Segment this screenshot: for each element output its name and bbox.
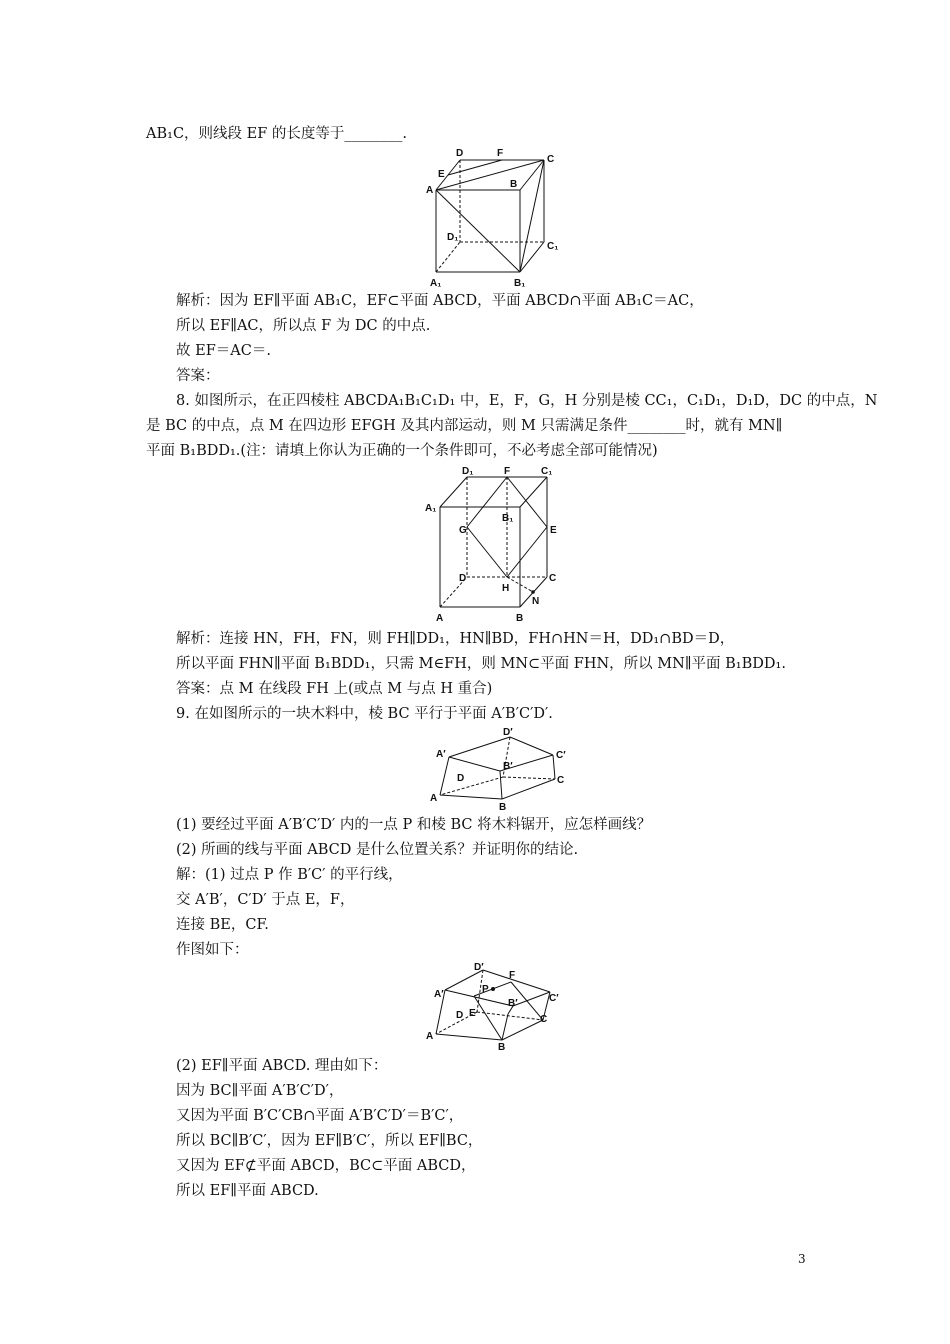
- label-A: A: [426, 185, 434, 196]
- label-A: A: [436, 613, 444, 624]
- text-line: 解：(1) 过点 P 作 B′C′ 的平行线，: [176, 867, 403, 883]
- text-line: (2) 所画的线与平面 ABCD 是什么位置关系？并证明你的结论.: [176, 842, 579, 858]
- label-C-prime: C′: [556, 750, 566, 761]
- text-line: 所以 EF∥AC，所以点 F 为 DC 的中点.: [176, 318, 431, 334]
- prism-figure: [420, 463, 565, 628]
- label-C1: C₁: [541, 466, 553, 477]
- text-line: 解析：连接 HN，FH，FN，则 FH∥DD₁，HN∥BD，FH∩HN＝H，DD₁∩BD＝D，: [176, 631, 735, 647]
- label-A-prime: A′: [434, 989, 444, 1000]
- text-line: 故 EF＝AC＝.: [176, 343, 271, 359]
- label-B: B: [510, 179, 518, 190]
- label-C-prime: C′: [549, 993, 559, 1004]
- text-line: 所以 EF∥平面 ABCD.: [176, 1183, 319, 1199]
- label-G: G: [459, 525, 467, 536]
- label-A: A: [426, 1031, 434, 1042]
- wood-block-figure: [425, 727, 570, 812]
- label-F: F: [504, 466, 511, 477]
- text-line: 交 A′B′，C′D′ 于点 E，F，: [176, 892, 355, 908]
- text-line: 连接 BE，CF.: [176, 917, 269, 933]
- label-H: H: [502, 583, 510, 594]
- label-D1: D₁: [447, 232, 459, 243]
- label-F: F: [497, 148, 504, 159]
- label-A1: A₁: [425, 503, 437, 514]
- label-D: D: [457, 773, 465, 784]
- label-D: D: [456, 1010, 464, 1021]
- text-line: 9. 在如图所示的一块木料中，棱 BC 平行于平面 A′B′C′D′.: [176, 706, 553, 722]
- label-E: E: [438, 169, 445, 180]
- label-B1: B₁: [502, 513, 514, 524]
- label-B-prime: B′: [503, 761, 513, 772]
- label-D1: D₁: [462, 466, 474, 477]
- label-C: C: [547, 154, 555, 165]
- text-line: 因为 BC∥平面 A′B′C′D′，: [176, 1083, 344, 1099]
- text-line: AB₁C，则线段 EF 的长度等于________.: [146, 126, 408, 142]
- text-line: 平面 B₁BDD₁.(注：请填上你认为正确的一个条件即可，不必考虑全部可能情况): [146, 443, 658, 459]
- label-P: P: [482, 984, 489, 995]
- label-C: C: [549, 573, 557, 584]
- label-A-prime: A′: [436, 749, 446, 760]
- text-line: (1) 要经过平面 A′B′C′D′ 内的一点 P 和棱 BC 将木料锯开，应怎样画线？: [176, 817, 652, 833]
- label-A: A: [430, 793, 438, 804]
- text-line: 答案：: [176, 368, 220, 384]
- text-line: 是 BC 的中点，点 M 在四边形 EFGH 及其内部运动，则 M 只需满足条件________时，就有 MN∥: [146, 418, 783, 434]
- wood-block-cut-figure: [425, 962, 570, 1050]
- label-B: B: [498, 1042, 506, 1050]
- label-D-prime: D′: [474, 962, 484, 973]
- text-line: (2) EF∥平面 ABCD. 理由如下：: [176, 1058, 388, 1074]
- text-line: 又因为 EF⊄平面 ABCD，BC⊂平面 ABCD，: [176, 1158, 476, 1174]
- label-D: D: [456, 148, 464, 159]
- label-B-prime: B′: [508, 998, 518, 1009]
- text-line: 作图如下：: [176, 942, 249, 958]
- text-line: 答案：点 M 在线段 FH 上(或点 M 与点 H 重合): [176, 681, 493, 697]
- label-C: C: [557, 775, 565, 786]
- text-line: 解析：因为 EF∥平面 AB₁C，EF⊂平面 ABCD，平面 ABCD∩平面 AB₁C＝AC，: [176, 293, 704, 309]
- label-E: E: [550, 525, 557, 536]
- label-F: F: [509, 970, 516, 981]
- text-line: 所以 BC∥B′C′，因为 EF∥B′C′，所以 EF∥BC，: [176, 1133, 483, 1149]
- label-B1: B₁: [514, 278, 526, 289]
- page-number: 3: [798, 1252, 806, 1266]
- label-N: N: [532, 596, 540, 607]
- label-E: E: [469, 1008, 476, 1019]
- label-C: C: [540, 1014, 548, 1025]
- cube-figure: [420, 145, 570, 290]
- text-line: 所以平面 FHN∥平面 B₁BDD₁，只需 M∈FH，则 MN⊂平面 FHN，所以 MN∥平面 B₁BDD₁.: [176, 656, 786, 672]
- text-line: 8. 如图所示，在正四棱柱 ABCDA₁B₁C₁D₁ 中，E，F，G，H 分别是棱 CC₁，C₁D₁，D₁D，DC 的中点，N: [176, 393, 878, 409]
- label-B: B: [516, 613, 524, 624]
- label-D-prime: D′: [503, 727, 513, 738]
- label-A1: A₁: [430, 278, 442, 289]
- label-B: B: [499, 802, 507, 812]
- text-line: 又因为平面 B′C′CB∩平面 A′B′C′D′＝B′C′，: [176, 1108, 464, 1124]
- label-C1: C₁: [547, 241, 559, 252]
- label-D: D: [459, 573, 467, 584]
